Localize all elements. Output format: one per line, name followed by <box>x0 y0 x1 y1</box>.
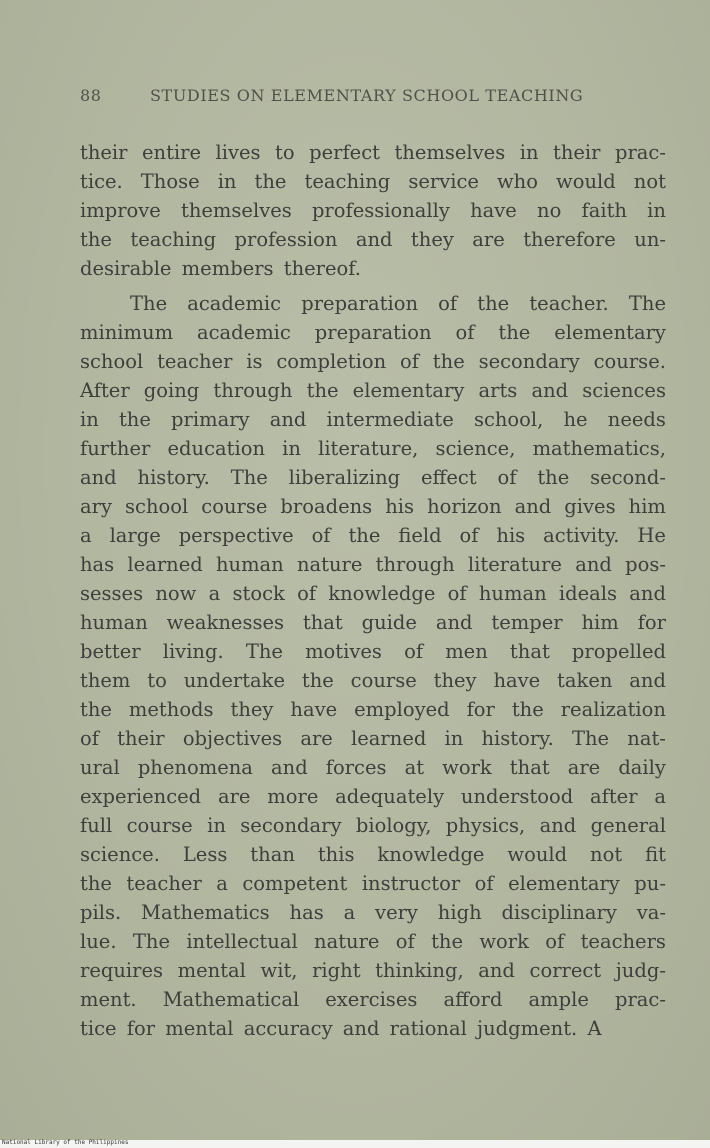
word: prac- <box>614 141 666 164</box>
word: sesses <box>80 582 144 605</box>
word: perfect <box>309 141 380 164</box>
word: right <box>312 959 361 982</box>
word: gives <box>564 495 616 518</box>
text-line: desirable members thereof. <box>80 257 361 280</box>
word: tice. <box>80 170 123 193</box>
word: literature <box>467 553 562 576</box>
word: preparation <box>301 292 419 315</box>
word: has <box>289 901 324 924</box>
word: teacher <box>157 350 233 373</box>
word: and <box>478 959 515 982</box>
word: horizon <box>427 495 502 518</box>
word: minimum <box>80 321 174 344</box>
word: Those <box>140 170 200 193</box>
word: secondary <box>240 814 342 837</box>
word: and <box>575 553 612 576</box>
word: his <box>496 524 526 547</box>
word: in <box>282 437 301 460</box>
footer-credit: National Library of the Philippines <box>2 1139 129 1146</box>
word: understood <box>460 785 574 808</box>
word: thinking, <box>375 959 464 982</box>
word: and <box>539 814 577 837</box>
word: school <box>80 350 144 373</box>
word: their <box>553 141 601 164</box>
word: are <box>567 756 601 779</box>
word: and <box>435 611 473 634</box>
word: weaknesses <box>166 611 285 634</box>
word: in <box>207 814 226 837</box>
word: work <box>442 756 492 779</box>
word: field <box>398 524 442 547</box>
word: course <box>201 495 268 518</box>
word: of <box>297 582 317 605</box>
text-line <box>80 666 666 695</box>
word: this <box>317 843 355 866</box>
word: the <box>511 698 544 721</box>
text-line <box>80 840 666 869</box>
word: second- <box>590 466 666 489</box>
word: through <box>375 553 455 576</box>
word: science. <box>80 843 160 866</box>
word: needs <box>607 408 666 431</box>
word: ary <box>80 495 112 518</box>
word: general <box>590 814 666 837</box>
word: at <box>404 756 425 779</box>
word: secondary <box>478 350 580 373</box>
word: ideals <box>558 582 618 605</box>
word: him <box>581 611 619 634</box>
word: full <box>80 814 113 837</box>
word: high <box>437 901 482 924</box>
word: faith <box>581 199 627 222</box>
text-line <box>80 138 666 167</box>
word: he <box>563 408 588 431</box>
word: Mathematics <box>141 901 270 924</box>
word: and <box>80 466 117 489</box>
word: instructor <box>361 872 461 895</box>
word: perspective <box>178 524 294 547</box>
word: further <box>80 437 151 460</box>
word: Mathematical <box>162 988 300 1011</box>
body-text <box>80 138 666 1043</box>
word: physics, <box>445 814 526 837</box>
text-line <box>80 521 666 550</box>
word: The <box>130 292 168 315</box>
text-line <box>80 898 666 927</box>
word: not <box>590 843 623 866</box>
word: very <box>375 901 418 924</box>
word: school <box>125 495 189 518</box>
word: history. <box>137 466 210 489</box>
word: are <box>472 228 505 251</box>
word: requires <box>80 959 164 982</box>
word: the <box>498 321 531 344</box>
word: professionally <box>311 199 450 222</box>
word: arts <box>478 379 518 402</box>
word: The <box>132 930 170 953</box>
text-line <box>80 753 666 782</box>
word: has <box>80 553 115 576</box>
text-line <box>80 463 666 492</box>
word: in <box>647 199 666 222</box>
text-line <box>80 550 666 579</box>
word: that <box>509 756 550 779</box>
word: un- <box>634 228 666 251</box>
word: After <box>80 379 130 402</box>
word: to <box>275 141 295 164</box>
word: the <box>431 930 464 953</box>
word: of <box>447 582 467 605</box>
text-line <box>80 695 666 724</box>
word: fit <box>645 843 666 866</box>
text-line <box>80 724 666 753</box>
word: primary <box>171 408 250 431</box>
word: that <box>302 611 343 634</box>
text-line <box>80 869 666 898</box>
word: would <box>507 843 568 866</box>
word: phenomena <box>137 756 253 779</box>
word: afford <box>443 988 503 1011</box>
word: and <box>629 582 666 605</box>
word: literature, <box>318 437 419 460</box>
word: nature <box>296 553 363 576</box>
text-line <box>80 956 666 985</box>
word: and <box>271 756 308 779</box>
word: course <box>126 814 193 837</box>
word: history. <box>481 727 554 750</box>
word: effect <box>420 466 477 489</box>
word: methods <box>128 698 214 721</box>
word: liberalizing <box>288 466 401 489</box>
text-line <box>80 985 666 1014</box>
word: taken <box>557 669 613 692</box>
text-line <box>80 347 666 376</box>
word: a <box>208 582 221 605</box>
word: and <box>514 495 552 518</box>
text-line <box>80 318 666 347</box>
word: school, <box>473 408 544 431</box>
word: no <box>537 199 562 222</box>
word: motives <box>305 640 382 663</box>
word: and <box>629 669 666 692</box>
word: who <box>496 170 538 193</box>
text-line <box>80 196 666 225</box>
word: pu- <box>634 872 666 895</box>
text-line <box>80 376 666 405</box>
word: ural <box>80 756 120 779</box>
word: have <box>290 698 338 721</box>
word: human <box>215 553 284 576</box>
word: of <box>311 524 331 547</box>
word: exercises <box>325 988 418 1011</box>
text-line <box>80 492 666 521</box>
word: themselves <box>394 141 506 164</box>
word: science, <box>435 437 516 460</box>
word: for <box>637 611 666 634</box>
word: teaching <box>304 170 391 193</box>
word: are <box>300 727 333 750</box>
word: The <box>571 727 610 750</box>
word: the <box>80 872 112 895</box>
word: education <box>167 437 265 460</box>
word: teachers <box>580 930 666 953</box>
word: entire <box>141 141 202 164</box>
word: of <box>399 350 419 373</box>
word: more <box>267 785 319 808</box>
word: in <box>217 170 237 193</box>
word: correct <box>529 959 602 982</box>
word: living. <box>162 640 224 663</box>
word: the <box>118 408 151 431</box>
word: disciplinary <box>501 901 617 924</box>
word: his <box>385 495 415 518</box>
word: a <box>654 785 666 808</box>
word: biology, <box>355 814 432 837</box>
word: are <box>217 785 251 808</box>
word: that <box>509 640 550 663</box>
word: intermediate <box>326 408 454 431</box>
word: their <box>80 141 128 164</box>
word: in <box>444 727 464 750</box>
word: lue. <box>80 930 117 953</box>
word: knowledge <box>328 582 436 605</box>
word: elementary <box>508 872 620 895</box>
word: men <box>445 640 488 663</box>
word: their <box>117 727 165 750</box>
word: wit, <box>260 959 298 982</box>
word: would <box>556 170 616 193</box>
word: going <box>143 379 200 402</box>
word: ample <box>528 988 589 1011</box>
page-header <box>80 86 640 112</box>
word: is <box>246 350 263 373</box>
page-number: 88 <box>80 86 102 105</box>
word: pos- <box>625 553 666 576</box>
word: human <box>80 611 148 634</box>
word: the <box>537 466 570 489</box>
word: course <box>350 669 417 692</box>
word: ment. <box>80 988 137 1011</box>
word: and <box>531 379 569 402</box>
word: employed <box>354 698 450 721</box>
text-line <box>80 608 666 637</box>
word: stock <box>232 582 285 605</box>
word: a <box>80 524 92 547</box>
word: preparation <box>314 321 432 344</box>
word: and <box>355 228 393 251</box>
word: teacher <box>126 872 202 895</box>
word: the <box>348 524 381 547</box>
text-line <box>80 927 666 956</box>
word: of <box>497 466 517 489</box>
word: of <box>474 872 494 895</box>
word: the <box>477 292 510 315</box>
word: of <box>438 292 458 315</box>
word: they <box>410 228 454 251</box>
word: academic <box>197 321 291 344</box>
word: competent <box>242 872 348 895</box>
word: daily <box>618 756 666 779</box>
word: teaching <box>130 228 217 251</box>
word: academic <box>187 292 282 315</box>
word: nature <box>314 930 380 953</box>
word: themselves <box>181 199 292 222</box>
word: prac- <box>614 988 666 1011</box>
word: the <box>80 228 112 251</box>
word: learned <box>351 727 427 750</box>
word: teacher. <box>529 292 609 315</box>
word: human <box>478 582 547 605</box>
word: knowledge <box>377 843 485 866</box>
word: The <box>628 292 666 315</box>
word: they <box>433 669 477 692</box>
word: guide <box>361 611 417 634</box>
word: now <box>155 582 197 605</box>
text-line <box>80 225 666 254</box>
word: not <box>633 170 666 193</box>
word: nat- <box>627 727 666 750</box>
word: realization <box>560 698 666 721</box>
word: adequately <box>335 785 445 808</box>
word: a <box>343 901 356 924</box>
word: of <box>395 930 415 953</box>
word: better <box>80 640 141 663</box>
word: large <box>109 524 161 547</box>
text-line <box>80 289 666 318</box>
word: them <box>80 669 131 692</box>
word: course. <box>593 350 666 373</box>
text-line <box>80 637 666 666</box>
word: He <box>637 524 666 547</box>
word: Less <box>182 843 228 866</box>
word: va- <box>636 901 666 924</box>
word: to <box>147 669 167 692</box>
word: the <box>301 669 334 692</box>
word: elementary <box>554 321 666 344</box>
word: propelled <box>571 640 666 663</box>
word: forces <box>325 756 387 779</box>
word: of <box>404 640 424 663</box>
word: The <box>245 640 283 663</box>
word: in <box>80 408 99 431</box>
word: completion <box>276 350 387 373</box>
word: have <box>470 199 517 222</box>
word: activity. <box>543 524 620 547</box>
word: experienced <box>80 785 202 808</box>
word: broadens <box>280 495 373 518</box>
word: the <box>432 350 465 373</box>
word: temper <box>491 611 563 634</box>
word: profession <box>234 228 338 251</box>
word: learned <box>127 553 203 576</box>
text-line <box>80 434 666 463</box>
word: lives <box>215 141 261 164</box>
word: him <box>628 495 666 518</box>
word: judg- <box>615 959 666 982</box>
text-line <box>80 405 666 434</box>
word: the <box>80 698 112 721</box>
text-line: tice for mental accuracy and rational judgment. A <box>80 1017 602 1040</box>
word: intellectual <box>186 930 298 953</box>
running-head: STUDIES ON ELEMENTARY SCHOOL TEACHING <box>150 86 584 105</box>
word: elementary <box>352 379 465 402</box>
word: pils. <box>80 901 122 924</box>
word: of <box>455 321 475 344</box>
word: the <box>254 170 287 193</box>
word: improve <box>80 199 161 222</box>
word: a <box>216 872 228 895</box>
word: objectives <box>182 727 283 750</box>
text-line <box>80 579 666 608</box>
word: mental <box>177 959 246 982</box>
word: for <box>466 698 495 721</box>
word: of <box>459 524 479 547</box>
word: work <box>479 930 529 953</box>
word: therefore <box>523 228 616 251</box>
word: The <box>230 466 268 489</box>
text-line <box>80 167 666 196</box>
word: and <box>269 408 307 431</box>
word: sciences <box>582 379 666 402</box>
word: of <box>545 930 565 953</box>
word: of <box>80 727 99 750</box>
text-line <box>80 811 666 840</box>
word: have <box>493 669 541 692</box>
text-line <box>80 782 666 811</box>
word: in <box>519 141 539 164</box>
word: through <box>213 379 293 402</box>
word: than <box>250 843 295 866</box>
word: they <box>230 698 274 721</box>
word: the <box>306 379 339 402</box>
word: mathematics, <box>532 437 666 460</box>
word: undertake <box>183 669 286 692</box>
word: after <box>589 785 638 808</box>
word: service <box>408 170 479 193</box>
